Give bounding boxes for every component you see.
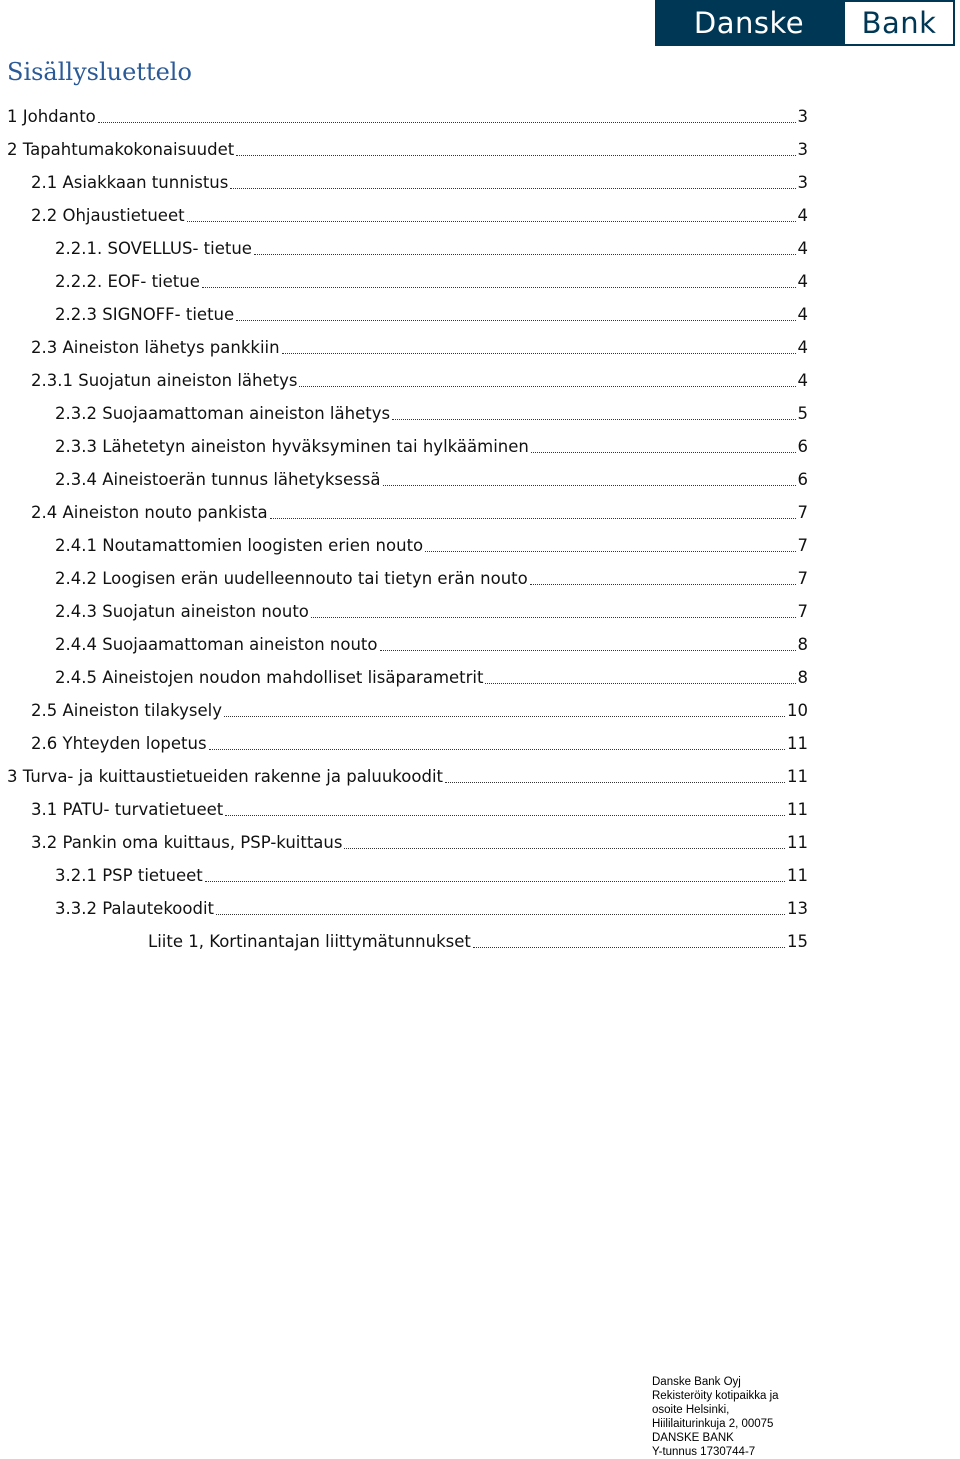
toc-entry-page: 13 bbox=[787, 899, 808, 918]
toc-entry[interactable] bbox=[148, 925, 808, 958]
toc-entry-label: 2 Tapahtumakokonaisuudet bbox=[7, 140, 235, 159]
toc-entry-label: 2.4.2 Loogisen erän uudelleennouto tai tietyn erän nouto bbox=[55, 569, 528, 588]
footer-registration: Rekisteröity kotipaikka ja bbox=[652, 1390, 779, 1402]
toc-entry[interactable] bbox=[55, 298, 808, 331]
toc-entry-label: 2.2 Ohjaustietueet bbox=[31, 206, 185, 225]
toc-entry[interactable] bbox=[55, 430, 808, 463]
toc-dot-leader bbox=[270, 518, 796, 519]
toc-entry[interactable] bbox=[55, 265, 808, 298]
toc-entry-page: 4 bbox=[797, 206, 808, 225]
toc-entry-label: 2.3 Aineiston lähetys pankkiin bbox=[31, 338, 280, 357]
toc-entry[interactable] bbox=[55, 562, 808, 595]
toc-entry[interactable] bbox=[7, 133, 808, 166]
toc-entry-label: 3.2.1 PSP tietueet bbox=[55, 866, 203, 885]
toc-entry[interactable] bbox=[55, 595, 808, 628]
danske-bank-logo bbox=[655, 0, 955, 46]
toc-entry-page: 7 bbox=[797, 503, 808, 522]
toc-dot-leader bbox=[282, 353, 796, 354]
toc-entry-label: 3 Turva- ja kuittaustietueiden rakenne ja paluukoodit bbox=[7, 767, 443, 786]
toc-entry-label: 3.2 Pankin oma kuittaus, PSP-kuittaus bbox=[31, 833, 343, 852]
toc-entry[interactable] bbox=[55, 463, 808, 496]
toc-entry-label: 2.3.4 Aineistoerän tunnus lähetyksessä bbox=[55, 470, 381, 489]
toc-dot-leader bbox=[425, 551, 795, 552]
logo-word-danske: Danske bbox=[655, 0, 843, 46]
toc-entry-page: 7 bbox=[797, 602, 808, 621]
toc-entry-label: 3.3.2 Palautekoodit bbox=[55, 899, 215, 918]
page-title: Sisällysluettelo bbox=[7, 58, 192, 86]
toc-dot-leader bbox=[254, 254, 796, 255]
toc-entry-page: 5 bbox=[797, 404, 808, 423]
toc-entry-page: 11 bbox=[787, 866, 808, 885]
toc-entry[interactable] bbox=[31, 793, 808, 826]
footer-business-id: Y-tunnus 1730744-7 bbox=[652, 1446, 756, 1458]
toc-entry-label: 2.4.1 Noutamattomien loogisten erien nouto bbox=[55, 536, 424, 555]
toc-entry-label: 2.2.1. SOVELLUS- tietue bbox=[55, 239, 252, 258]
toc-entry-page: 4 bbox=[797, 338, 808, 357]
toc-entry-label: 2.4.5 Aineistojen noudon mahdolliset lisäparametrit bbox=[55, 668, 484, 687]
toc-entry-page: 6 bbox=[797, 437, 808, 456]
toc-dot-leader bbox=[485, 683, 795, 684]
toc-dot-leader bbox=[473, 947, 785, 948]
toc-entry-page: 6 bbox=[797, 470, 808, 489]
toc-entry-label: 2.5 Aineiston tilakysely bbox=[31, 701, 222, 720]
toc-dot-leader bbox=[445, 782, 785, 783]
toc-dot-leader bbox=[299, 386, 795, 387]
toc-dot-leader bbox=[225, 815, 785, 816]
toc-dot-leader bbox=[531, 452, 796, 453]
toc-dot-leader bbox=[216, 914, 785, 915]
toc-entry[interactable] bbox=[55, 232, 808, 265]
toc-entry-page: 11 bbox=[787, 734, 808, 753]
toc-entry[interactable] bbox=[31, 694, 808, 727]
toc-entry-page: 4 bbox=[797, 371, 808, 390]
toc-entry-page: 4 bbox=[797, 272, 808, 291]
toc-entry[interactable] bbox=[55, 892, 808, 925]
footer-address: Hiililaiturinkuja 2, 00075 bbox=[652, 1418, 774, 1430]
toc-dot-leader bbox=[236, 320, 795, 321]
toc-entry-page: 3 bbox=[797, 107, 808, 126]
toc-entry-page: 3 bbox=[797, 173, 808, 192]
toc-dot-leader bbox=[187, 221, 796, 222]
toc-entry-label: 2.4.4 Suojaamattoman aineiston nouto bbox=[55, 635, 378, 654]
footer-company-info bbox=[652, 1375, 779, 1459]
footer-company-name: Danske Bank Oyj bbox=[652, 1376, 741, 1388]
toc-entry-label: 3.1 PATU- turvatietueet bbox=[31, 800, 224, 819]
toc-dot-leader bbox=[311, 617, 796, 618]
footer-bank-name: DANSKE BANK bbox=[652, 1432, 734, 1444]
toc-entry-page: 11 bbox=[787, 800, 808, 819]
toc-entry-label: 2.4.3 Suojatun aineiston nouto bbox=[55, 602, 309, 621]
footer-city: osoite Helsinki, bbox=[652, 1404, 730, 1416]
toc-dot-leader bbox=[205, 881, 785, 882]
toc-entry[interactable] bbox=[55, 397, 808, 430]
toc-entry-page: 7 bbox=[797, 569, 808, 588]
toc-entry[interactable] bbox=[55, 661, 808, 694]
toc-dot-leader bbox=[202, 287, 796, 288]
toc-dot-leader bbox=[98, 122, 796, 123]
toc-entry-page: 15 bbox=[787, 932, 808, 951]
toc-entry[interactable] bbox=[55, 529, 808, 562]
toc-dot-leader bbox=[392, 419, 795, 420]
toc-entry-label: 2.3.2 Suojaamattoman aineiston lähetys bbox=[55, 404, 391, 423]
toc-entry-label: 2.3.1 Suojatun aineiston lähetys bbox=[31, 371, 298, 390]
toc-entry[interactable] bbox=[31, 166, 808, 199]
toc-entry-label: 2.6 Yhteyden lopetus bbox=[31, 734, 207, 753]
toc-dot-leader bbox=[530, 584, 796, 585]
toc-dot-leader bbox=[230, 188, 795, 189]
toc-entry-page: 8 bbox=[797, 635, 808, 654]
toc-entry-page: 4 bbox=[797, 239, 808, 258]
toc-dot-leader bbox=[344, 848, 785, 849]
toc-entry-page: 10 bbox=[787, 701, 808, 720]
toc-entry-page: 7 bbox=[797, 536, 808, 555]
toc-entry-page: 11 bbox=[787, 767, 808, 786]
toc-entry-label: 2.3.3 Lähetetyn aineiston hyväksyminen tai hylkääminen bbox=[55, 437, 529, 456]
toc-entry[interactable] bbox=[31, 727, 808, 760]
toc-dot-leader bbox=[380, 650, 796, 651]
toc-dot-leader bbox=[236, 155, 795, 156]
toc-entry-label: 1 Johdanto bbox=[7, 107, 96, 126]
toc-entry[interactable] bbox=[31, 826, 808, 859]
toc-entry[interactable] bbox=[55, 859, 808, 892]
toc-entry-page: 11 bbox=[787, 833, 808, 852]
toc-entry[interactable] bbox=[7, 760, 808, 793]
toc-entry-page: 8 bbox=[797, 668, 808, 687]
toc-entry-page: 4 bbox=[797, 305, 808, 324]
toc-entry-label: Liite 1, Kortinantajan liittymätunnukset bbox=[148, 932, 471, 951]
logo-word-bank: Bank bbox=[843, 0, 955, 46]
toc-dot-leader bbox=[383, 485, 796, 486]
toc-entry[interactable] bbox=[31, 331, 808, 364]
toc-dot-leader bbox=[209, 749, 785, 750]
toc-entry[interactable] bbox=[31, 199, 808, 232]
toc-entry[interactable] bbox=[7, 100, 808, 133]
toc-entry[interactable] bbox=[31, 364, 808, 397]
toc-dot-leader bbox=[224, 716, 785, 717]
toc-entry-label: 2.2.3 SIGNOFF- tietue bbox=[55, 305, 235, 324]
toc-entry-label: 2.2.2. EOF- tietue bbox=[55, 272, 200, 291]
toc-entry-label: 2.4 Aineiston nouto pankista bbox=[31, 503, 268, 522]
toc-entry-page: 3 bbox=[797, 140, 808, 159]
toc-entry[interactable] bbox=[55, 628, 808, 661]
toc-entry-label: 2.1 Asiakkaan tunnistus bbox=[31, 173, 229, 192]
toc-entry[interactable] bbox=[31, 496, 808, 529]
